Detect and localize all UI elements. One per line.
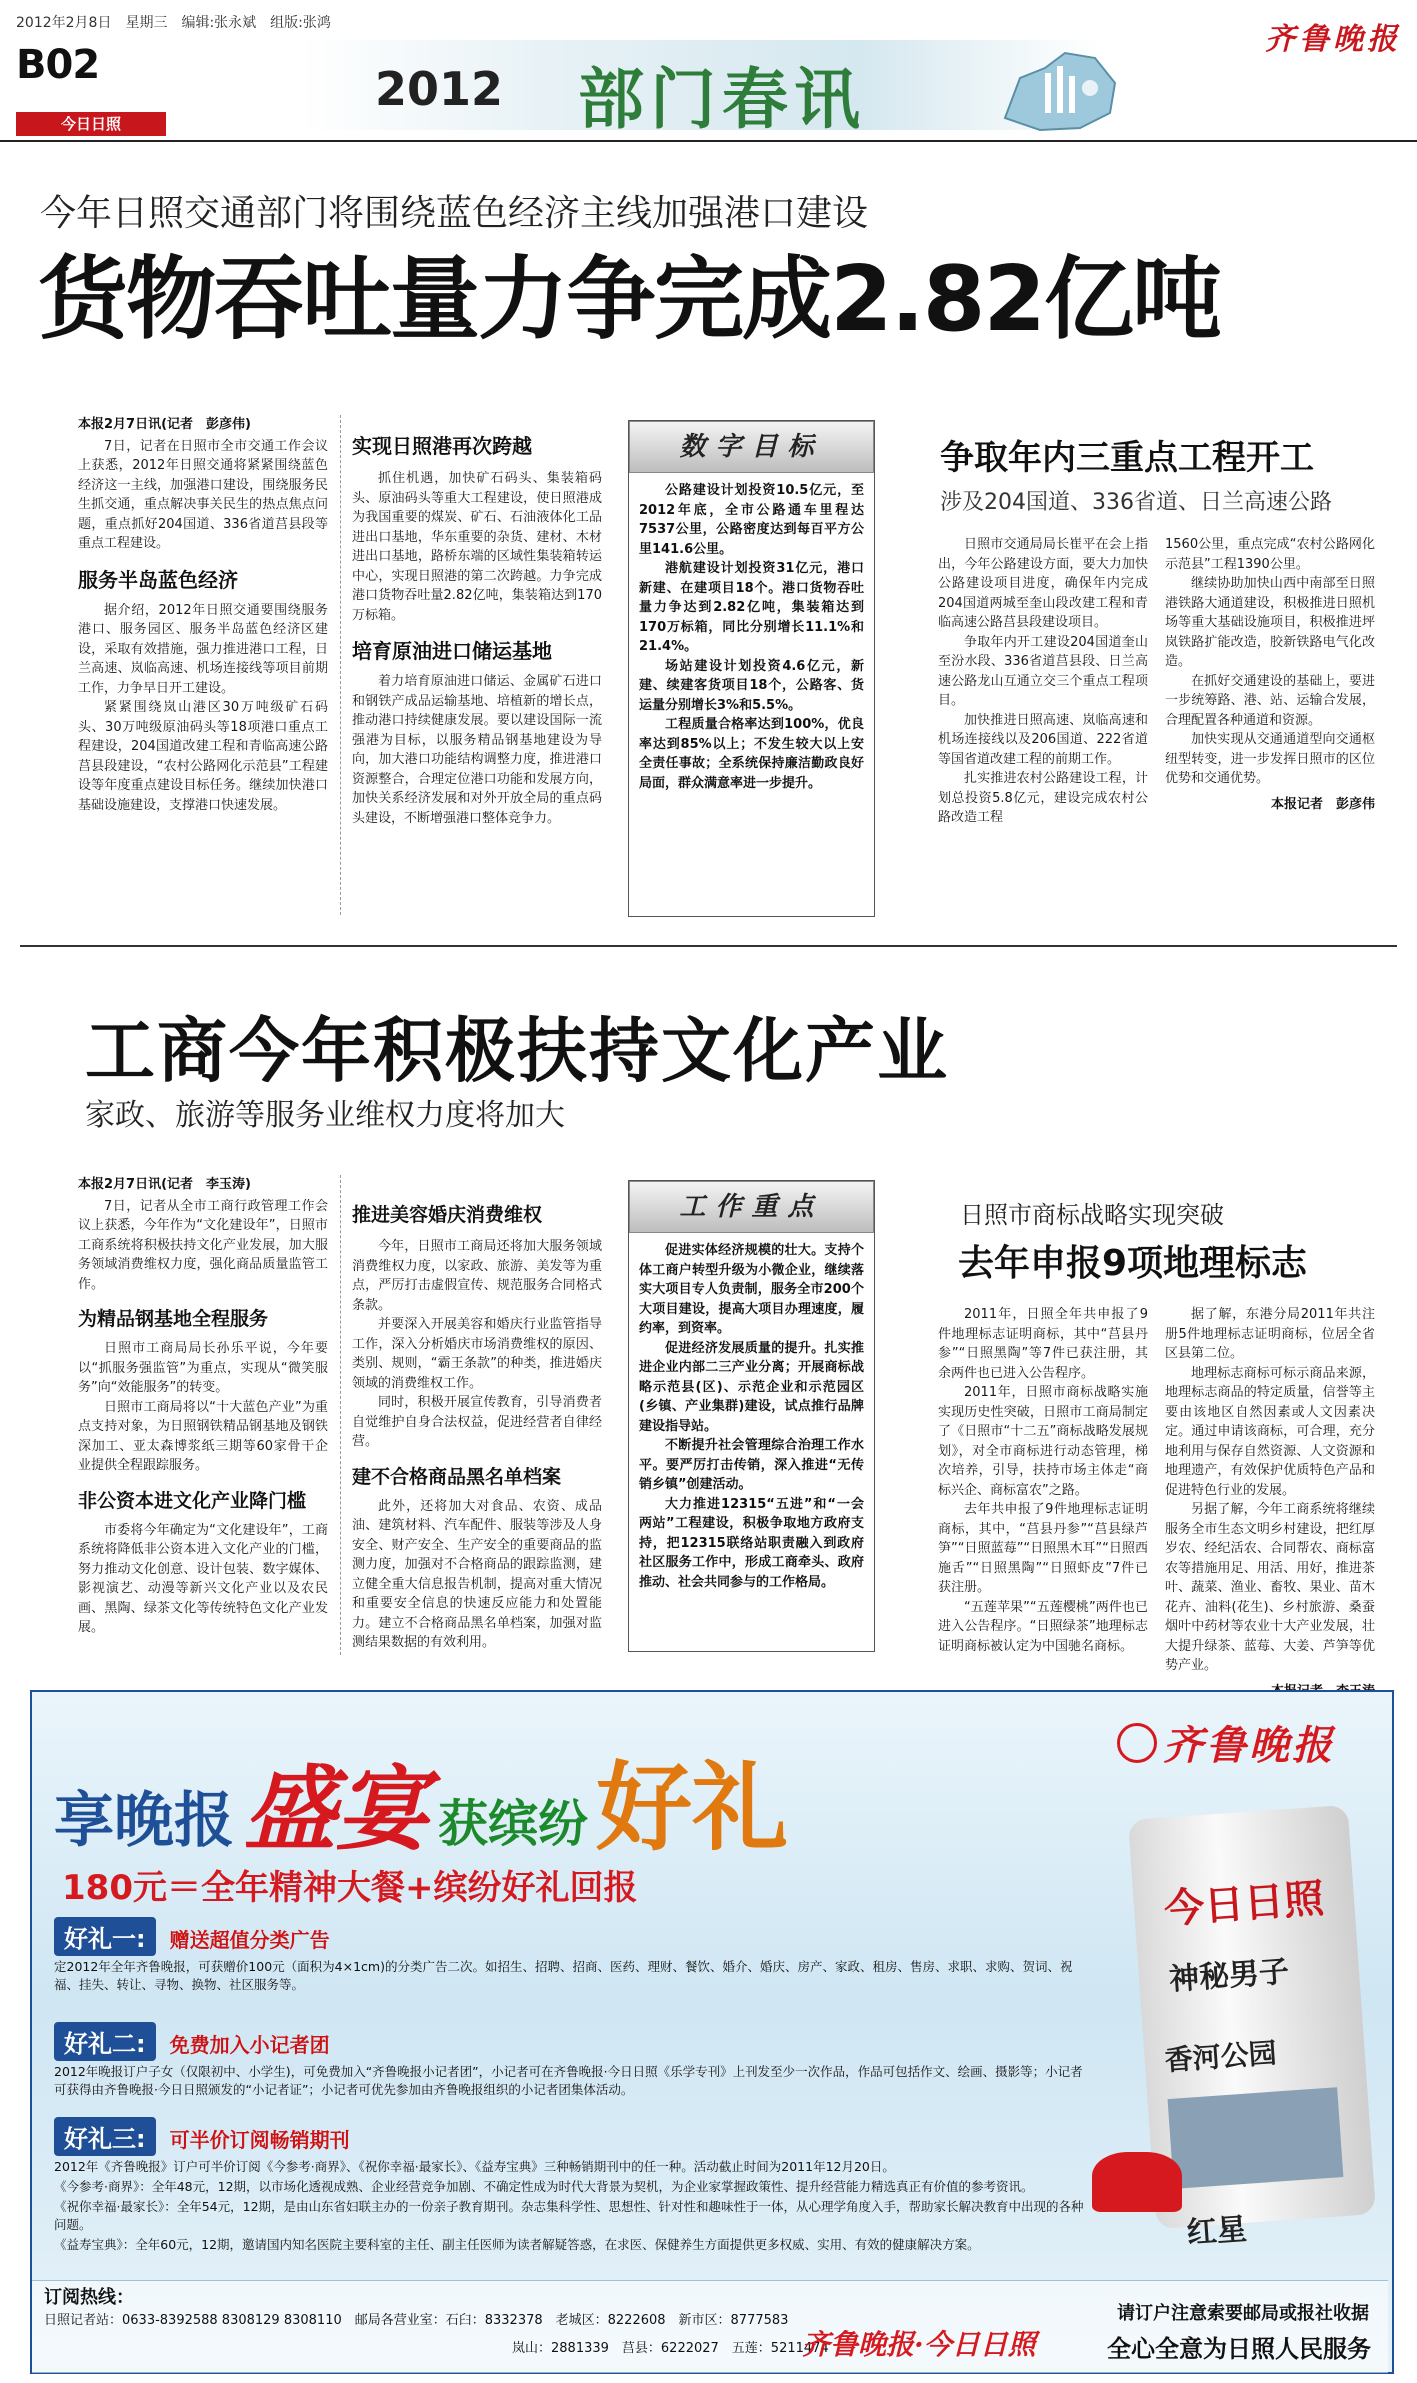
article1-kicker: 今年日照交通部门将围绕蓝色经济主线加强港口建设: [40, 193, 869, 234]
article-transport: [0, 145, 1417, 950]
article1-col2: 实现日照港再次跨越 抓住机遇，加快矿石码头、集装箱码头、原油码头等重大工程建设，使日照港成为我国重要的煤炭、矿石、石油液体化工品进出口基地，华东重要的杂货、建材、木材进出口基地，路桥东端的区域性集装箱转运中心，实现日照港的第二次跨越。力争完成港口货物吞吐量2.82亿吨，集装箱达到170万标箱。 培育原油进口储运基地 着力培育原油进口储运、金属矿石进口和钢铁产成品运输基地、培植新的增长点，推动港口持续健康发展。要以建设国际一流强港为目标，以服务精品钢基地建设为导向，加大港口功能结构调整力度，推进港口资源整合，合理定位港口功能和发展方向，加快关系经济发展和对外开放全局的重点码头建设，不断增强港口整体竞争力。: [352, 430, 602, 828]
article1-side-subtitle: 涉及204国道、336省道、日兰高速公路: [940, 490, 1332, 515]
ad-headline: 享晚报 盛宴 获缤纷好礼: [54, 1752, 789, 1864]
numbers-box-header: 数字目标: [629, 421, 874, 473]
article2-headline: 工商今年积极扶持文化产业: [85, 1010, 949, 1092]
gift-ribbon-icon: [1092, 2152, 1182, 2212]
subhead: 推进美容婚庆消费维权: [352, 1204, 543, 1226]
gift-three: 好礼三: 可半价订阅畅销期刊 2012年《齐鲁晚报》订户可半价订阅《今参考·商界》、《祝你幸福·最家长》、《益寿宝典》三种畅销期刊中的任一种。活动截止时间为2011年12月20日。 《今参考·商界》：全年48元，12期，以市场化透视成熟、企业经营竞争加剧、不确定性成为时代大背景为契机，为企业家掌握政策性、提升经营能力精选真正有价值的参考资讯。 《祝你幸福·最家长》：全年54元，12期，是由山东省妇联主办的一份亲子教育期刊。杂志集科学性、思想性、针对性和趣味性于一体，从心理学角度入手，帮助家长解决教育中出现的各种问题。 《益寿宝典》：全年60元，12期，邀请国内知名医院主要科室的主任、副主任医师为读者解疑答惑，在求医、保健养生方面提供更多权威、实用、有效的健康解决方案。: [54, 2117, 1094, 2254]
brand-logo: 齐鲁晚报: [1265, 22, 1401, 57]
article2-byline: 本报2月7日讯(记者 李玉涛): [78, 1177, 251, 1192]
article2-side-col-a: 2011年，日照全年共申报了9件地理标志证明商标，其中“莒县丹参”“日照黑陶”等7件已获注册，其余两件也已进入公告程序。 2011年，日照市商标战略实施实现历史性突破，日照市工商局制定了《日照市“十二五”商标战略发展规划》，对全市商标进行动态管理，梯次培养，引导，扶持市场主体走“商标兴企、商标富农”之路。 去年共申报了9件地理标志证明商标，其中，“莒县丹参”“莒县绿芦笋”“日照蓝莓”“日照黑木耳”“日照西施舌”“日照黑陶”“日照虾皮”7件已获注册。 “五莲苹果”“五莲樱桃”两件也已进入公告程序。“日照绿茶”地理标志证明商标被认定为中国驰名商标。: [938, 1307, 1148, 1654]
subscribe-note: 请订户注意索要邮局或报社收据: [1117, 2303, 1369, 2324]
article1-signature: 本报记者 彭彦伟: [1270, 796, 1375, 812]
subscribe-slogan: 全心全意为日照人民服务: [1107, 2335, 1371, 2363]
article1-col1: 本报2月7日讯(记者 彭彦伟) 7日，记者在日照市全市交通工作会议上获悉，2012年日照交通将紧紧围绕蓝色经济这一主线，加强港口建设，围绕服务民生抓交通，重点解决事关民生的热点焦点问题，重点抓好204国道、336省道莒县段等重点工程建设。 服务半岛蓝色经济 据介绍，2012年日照交通要围绕服务港口、服务园区、服务半岛蓝色经济区建设，采取有效措施，强力推进港口工程，日兰高速、岚临高速、机场连接线等项目前期工作，力争早日开工建设。 紧紧围绕岚山港区30万吨级矿石码头、30万吨级原油码头等18项港口重点工程建设，204国道改建工程和青临高速公路莒县段建设，“农村公路网化示范县”工程建设等年度重点建设目标任务。继续加快港口基础设施建设，支撑港口快速发展。: [78, 417, 328, 813]
subhead: 实现日照港再次跨越: [352, 434, 532, 458]
subscribe-line2: 岚山：2881339 莒县：6222027 五莲：5211474: [512, 2341, 829, 2356]
work-box: 工作重点 促进实体经济规模的壮大。支持个体工商户转型升级为小微企业，继续落实大项目专人负责制，服务全市200个大项目建设，提高大项目办理速度，履约率，到资率。 促进经济发展质量的提升。扎实推进企业内部二三产业分离；开展商标战略示范县(区)、示范企业和示范园区(乡镇、产业集群)建设，试点推行品牌建设指导站。 不断提升社会管理综合治理工作水平。要严厉打击传销，深入推进“无传销乡镇”创建活动。 大力推进12315“五进”和“一会两站”工程建设，积极争取地方政府支持，把12315联络站职责融入到政府社区服务工作中，形成工商牵头、政府推动、社会共同参与的工作格局。: [628, 1180, 875, 1652]
section-tab: 今日日照: [16, 112, 166, 136]
year-label: 2012: [375, 62, 504, 116]
newspaper-roll-image: 今日日照 神秘男子 香河公园 红星: [1128, 1805, 1376, 2229]
subscribe-brand: 齐鲁晚报·今日日照: [802, 2328, 1036, 2361]
subscribe-label: 订阅热线：: [44, 2287, 134, 2308]
column-title: 部门春讯: [578, 61, 866, 138]
subhead: 建不合格商品黑名单档案: [352, 1465, 562, 1488]
article1-side-title: 争取年内三重点工程开工: [940, 438, 1314, 478]
subhead: 非公资本进文化产业降门槛: [78, 1489, 307, 1512]
article2-side-col-b: 据了解，东港分局2011年共注册5件地理标志证明商标，位居全省区县第二位。 地理标志商标可标示商品来源，地理标志商品的特定质量，信誉等主要由该地区自然因素或人文因素决定。通过申请该商标，可合理，充分地利用与保存自然资源、人文资源和地理遗产，有效保护优质特色产品和促进特色行业的发展。 另据了解，今年工商系统将继续服务全市生态文明乡村建设，把红厚岁农、经纪活农、合同帮农、商标富农等措施用足、用活、用好，推进茶叶、蔬菜、渔业、畜牧、果业、苗木花卉、油料(花生)、乡村旅游、桑蚕烟叶中药材等农业十大产业发展，壮大提升绿茶、蓝莓、大姜、芦笋等优势产业。: [1165, 1305, 1375, 1699]
subscription-ad: [30, 1690, 1394, 2374]
subscribe-line1: 日照记者站：0633-8392588 8308129 8308110 邮局各营业室：石臼：8332378 老城区：8222608 新市区：8777583: [44, 2313, 789, 2328]
subscribe-strip: [32, 2280, 1388, 2373]
article2-col1: 本报2月7日讯(记者 李玉涛) 7日，记者从全市工商行政管理工作会议上获悉，今年作为“文化建设年”，日照市工商系统将积极扶持文化产业发展，加大服务领域消费维权力度，强化商品质量监管工作。 为精品钢基地全程服务 日照市工商局局长孙乐平说，今年要以“抓服务强监管”为重点，实现从“微笑服务”向“效能服务”的转变。 日照市工商局将以“十大蓝色产业”为重点支持对象，为日照钢铁精品钢基地及钢铁深加工、亚太森博浆纸三期等60家骨干企业提供全程跟踪服务。 非公资本进文化产业降门槛 市委将今年确定为“文化建设年”，工商系统将降低非公资本进入文化产业的门槛，努力推动文化创意、设计包装、数字媒体、影视演艺、动漫等新兴文化产业以及农民画、黑陶、绿茶文化等传统特色文化产业发展。: [78, 1177, 328, 1635]
article2-side-kicker: 日照市商标战略实现突破: [960, 1201, 1224, 1229]
masthead: [0, 0, 1417, 145]
article1-headline: 货物吞吐量力争完成2.82亿吨: [38, 247, 1221, 352]
ad-brand-logo: 齐鲁晚报: [1117, 1714, 1335, 1771]
work-box-header: 工作重点: [629, 1181, 874, 1233]
brand-circle-icon: [1117, 1723, 1157, 1763]
map-graphic-icon: [985, 38, 1135, 138]
date-line: 2012年2月8日 星期三 编辑:张永斌 组版:张鸿: [16, 15, 331, 31]
article2-col2: 推进美容婚庆消费维权 今年，日照市工商局还将加大服务领域消费维权力度，以家政、旅游、美发等为重点，严厉打击虚假宣传、规范服务合同格式条款。 并要深入开展美容和婚庆行业监管指导工作，深入分析婚庆市场消费维权的原因、类别、规则，“霸王条款”的种类，推进婚庆领域的消费维权工作。 同时，积极开展宣传教育，引导消费者自觉维护自身合法权益，促进经营者自律经营。 建不合格商品黑名单档案 此外，还将加大对食品、农资、成品油、建筑材料、汽车配件、服装等涉及人身安全、财产安全、生产安全的重要商品的监测力度，加强对不合格商品的跟踪监测，建立健全重大信息报告机制，提高对重大情况和重要安全信息的快速反应能力和处置能力。建立不合格商品黑名单档案，加强对监测结果数据的有效利用。: [352, 1200, 602, 1653]
subhead: 为精品钢基地全程服务: [78, 1308, 269, 1330]
article-commerce: [0, 955, 1417, 1685]
gift-one: 好礼一: 赠送超值分类广告 定2012年全年齐鲁晚报，可获赠价100元（面积为4×1cm)的分类广告二次。如招生、招聘、招商、医药、理财、餐饮、婚介、婚庆、房产、家政、租房、售房、求职、求购、贺词、祝福、挂失、转让、寻物、换物、社区服务等。: [54, 1917, 1094, 1994]
article2-subtitle: 家政、旅游等服务业维权力度将加大: [85, 1098, 565, 1133]
numbers-box: 数字目标 公路建设计划投资10.5亿元，至2012年底，全市公路通车里程达7537公里，公路密度达到每百平方公里141.6公里。 港航建设计划投资31亿元，港口新建、在建项目18个。港口货物吞吐量力争达到2.82亿吨，集装箱达到170万标箱，同比分别增长11.1%和21.4%。 场站建设计划投资4.6亿元，新建、续建客货项目18个，公路客、货运量分别增长3%和5.5%。 工程质量合格率达到100%，优良率达到85%以上；不发生较大以上安全责任事故；全系统保持廉洁勤政良好局面，群众满意率进一步提升。: [628, 420, 875, 917]
article1-byline: 本报2月7日讯(记者 彭彦伟): [78, 417, 251, 432]
gift-two: 好礼二: 免费加入小记者团 2012年晚报订户子女（仅限初中、小学生)，可免费加入“齐鲁晚报小记者团”，小记者可在齐鲁晚报·今日日照《乐学专刊》上刊发至少一次作品，作品可包括作文、绘画、摄影等；小记者可获得由齐鲁晚报·今日日照颁发的“小记者证”；小记者可优先参加由齐鲁晚报组织的小记者团集体活动。: [54, 2022, 1094, 2099]
article1-side-col-b: 1560公里，重点完成“农村公路网化示范县”工程1390公里。 继续协助加快山西中南部至日照港铁路大通道建设，积极推进日照机场等重大基础设施项目，积极推进坪岚铁路扩能改造，胶新铁路电气化改造。 在抓好交通建设的基础上，要进一步统筹路、港、站、运输合发展，合理配置各种通道和资源。 加快实现从交通通道型向交通枢纽型转变，进一步发挥日照市的区位优势和交通优势。 本报记者 彭彦伟: [1165, 537, 1375, 812]
subhead: 培育原油进口储运基地: [352, 639, 552, 663]
page-number: B02: [16, 42, 100, 88]
subhead: 服务半岛蓝色经济: [78, 567, 238, 592]
article2-side-title: 去年申报9项地理标志: [958, 1243, 1308, 1284]
ad-price-line: 180元＝全年精神大餐+缤纷好礼回报: [62, 1868, 638, 1908]
article1-side-col-a: 日照市交通局局长崔平在会上指出，今年公路建设方面，要大力加快公路建设项目进度，确保年内完成204国道两城至奎山段改建工程和青临高速公路莒县段建设项目。 争取年内开工建设204国道奎山至汾水段、336省道莒县段、日兰高速公路龙山互通立交三个重点工程项目。 加快推进日照高速、岚临高速和机场连接线以及206国道、222省道等国省道改建工程的前期工作。 扎实推进农村公路建设工程，计划总投资5.8亿元，建设完成农村公路改造工程: [938, 537, 1148, 825]
